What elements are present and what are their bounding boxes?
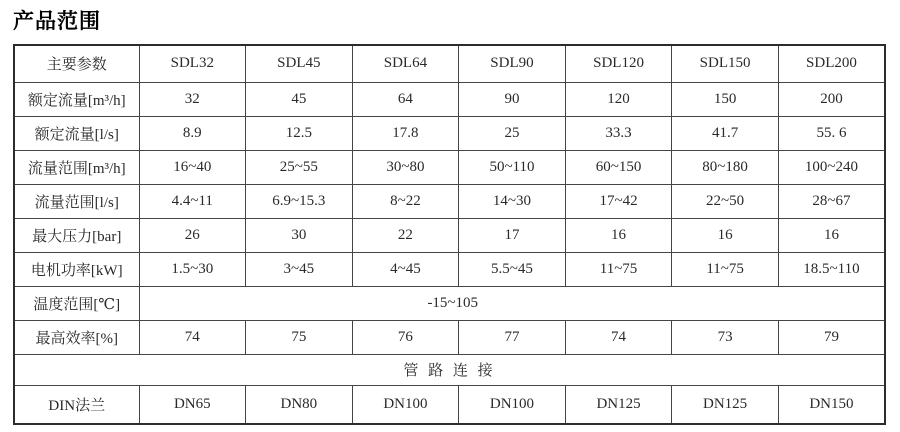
cell-value: 17.8 [352, 116, 459, 150]
col-header-main-params: 主要参数 [14, 45, 139, 82]
row-label: 电机功率[kW] [14, 252, 139, 286]
cell-value: 50~110 [459, 150, 566, 184]
cell-value: 18.5~110 [778, 252, 885, 286]
temp-range-value: -15~105 [427, 294, 479, 311]
cell-value: DN65 [139, 385, 246, 424]
page-title: 产品范围 [13, 10, 101, 33]
row-label: 最大压力[bar] [14, 218, 139, 252]
cell-value: 90 [459, 82, 566, 116]
cell-value: 120 [565, 82, 672, 116]
cell-value: 200 [778, 82, 885, 116]
cell-value: 30~80 [352, 150, 459, 184]
cell-value: 45 [246, 82, 353, 116]
row-label: 温度范围[℃] [14, 286, 139, 320]
cell-value: 8.9 [139, 116, 246, 150]
cell-value: 22 [352, 218, 459, 252]
table-row-temp-range [14, 286, 885, 320]
cell-value: 28~67 [778, 184, 885, 218]
row-label: 额定流量[m³/h] [14, 82, 139, 116]
cell-value: 1.5~30 [139, 252, 246, 286]
cell-value: 16 [672, 218, 779, 252]
cell-value: 33.3 [565, 116, 672, 150]
cell-value: 25 [459, 116, 566, 150]
col-header-sdl120: SDL120 [565, 45, 672, 82]
cell-value: 32 [139, 82, 246, 116]
col-header-sdl150: SDL150 [672, 45, 779, 82]
col-header-sdl200: SDL200 [778, 45, 885, 82]
cell-value: 11~75 [672, 252, 779, 286]
cell-value: 79 [778, 320, 885, 354]
cell-value: DN125 [565, 385, 672, 424]
row-label: 流量范围[l/s] [14, 184, 139, 218]
cell-value: 5.5~45 [459, 252, 566, 286]
cell-value: DN100 [352, 385, 459, 424]
cell-value: 4.4~11 [139, 184, 246, 218]
cell-value: 17~42 [565, 184, 672, 218]
table-row-din-flange [14, 385, 885, 424]
cell-value: 74 [139, 320, 246, 354]
cell-value: 75 [246, 320, 353, 354]
cell-value: 60~150 [565, 150, 672, 184]
cell-value: 22~50 [672, 184, 779, 218]
cell-value: 30 [246, 218, 353, 252]
table-row-pipe-connection [14, 354, 885, 385]
cell-value: 6.9~15.3 [246, 184, 353, 218]
cell-value: DN150 [778, 385, 885, 424]
col-header-sdl32: SDL32 [139, 45, 246, 82]
cell-value: 16~40 [139, 150, 246, 184]
table-row-rated-flow-m3h [14, 82, 885, 116]
cell-value: DN80 [246, 385, 353, 424]
cell-value: 150 [672, 82, 779, 116]
table-row-max-pressure [14, 218, 885, 252]
cell-merged-temp-range [139, 286, 885, 320]
cell-value: 17 [459, 218, 566, 252]
cell-value: 25~55 [246, 150, 353, 184]
row-label: 最高效率[%] [14, 320, 139, 354]
cell-value: 26 [139, 218, 246, 252]
cell-value: 73 [672, 320, 779, 354]
cell-value: 14~30 [459, 184, 566, 218]
row-label: 额定流量[l/s] [14, 116, 139, 150]
cell-value: 41.7 [672, 116, 779, 150]
header-row [14, 45, 885, 82]
cell-value: 74 [565, 320, 672, 354]
col-header-sdl45: SDL45 [246, 45, 353, 82]
cell-value: 76 [352, 320, 459, 354]
table-row-rated-flow-ls [14, 116, 885, 150]
cell-value: 80~180 [672, 150, 779, 184]
cell-value: 3~45 [246, 252, 353, 286]
table-row-motor-power [14, 252, 885, 286]
product-range-table [13, 44, 886, 425]
cell-value: 16 [565, 218, 672, 252]
col-header-sdl64: SDL64 [352, 45, 459, 82]
cell-value: DN125 [672, 385, 779, 424]
cell-value: DN100 [459, 385, 566, 424]
cell-merged-pipe-connection: 管 路 连 接 [14, 354, 885, 385]
table-row-flow-range-m3h [14, 150, 885, 184]
cell-value: 100~240 [778, 150, 885, 184]
cell-value: 16 [778, 218, 885, 252]
col-header-sdl90: SDL90 [459, 45, 566, 82]
cell-value: 64 [352, 82, 459, 116]
cell-value: 77 [459, 320, 566, 354]
cell-value: 12.5 [246, 116, 353, 150]
row-label: 流量范围[m³/h] [14, 150, 139, 184]
table-row-flow-range-ls [14, 184, 885, 218]
cell-value: 11~75 [565, 252, 672, 286]
row-label: DIN法兰 [14, 385, 139, 424]
table-row-max-efficiency [14, 320, 885, 354]
cell-value: 8~22 [352, 184, 459, 218]
cell-value: 4~45 [352, 252, 459, 286]
cell-value: 55. 6 [778, 116, 885, 150]
